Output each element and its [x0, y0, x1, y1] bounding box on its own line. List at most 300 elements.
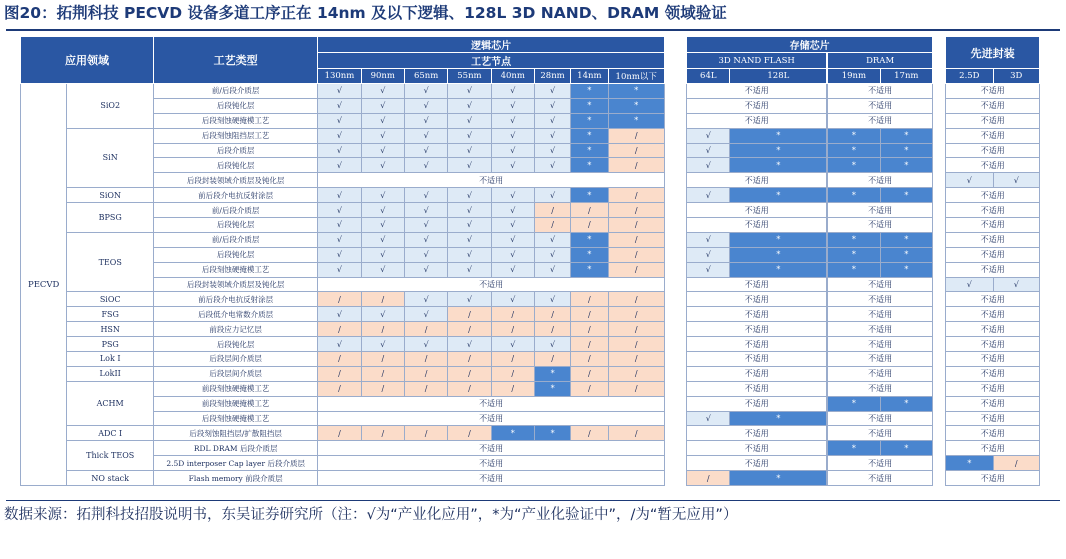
logic-cell: √ — [318, 188, 361, 203]
process-cell: 后段封装领域介质层及钝化层 — [154, 277, 318, 292]
gap-cell — [933, 262, 946, 277]
material-cell: SiN — [67, 128, 154, 188]
gap-cell — [933, 471, 946, 486]
gap-cell — [664, 218, 686, 233]
header-gap-2 — [933, 37, 946, 84]
header-node-4: 40nm — [491, 69, 534, 84]
adv-na-cell: 不适用 — [946, 381, 1040, 396]
process-cell: 后段钝化层 — [154, 158, 318, 173]
logic-cell: √ — [318, 98, 361, 113]
logic-cell: √ — [318, 337, 361, 352]
logic-cell: √ — [361, 158, 404, 173]
gap-cell — [933, 113, 946, 128]
table-row — [21, 188, 1040, 203]
header-nand-col-1: 128L — [730, 69, 827, 84]
adv-cell: √ — [946, 173, 993, 188]
logic-cell: √ — [361, 188, 404, 203]
logic-cell: / — [448, 381, 491, 396]
gap-cell — [664, 411, 686, 426]
logic-cell: * — [571, 128, 608, 143]
logic-cell: / — [608, 247, 664, 262]
logic-cell: √ — [448, 292, 491, 307]
gap-cell — [933, 218, 946, 233]
dram-na-cell: 不适用 — [828, 411, 933, 426]
logic-cell: √ — [404, 203, 447, 218]
nand-cell: * — [730, 143, 827, 158]
gap-cell — [933, 456, 946, 471]
header-node-3: 55nm — [448, 69, 491, 84]
logic-cell: / — [608, 322, 664, 337]
logic-cell: * — [608, 113, 664, 128]
material-cell: SiOC — [67, 292, 154, 307]
nand-na-cell: 不适用 — [687, 84, 827, 99]
logic-cell: √ — [361, 84, 404, 99]
gap-cell — [664, 173, 686, 188]
logic-cell: / — [318, 292, 361, 307]
gap-cell — [664, 277, 686, 292]
table-row — [21, 113, 1040, 128]
header-process: 工艺类型 — [154, 37, 318, 84]
logic-cell: √ — [491, 337, 534, 352]
logic-cell: / — [404, 381, 447, 396]
gap-cell — [933, 188, 946, 203]
logic-cell: √ — [491, 113, 534, 128]
gap-cell — [933, 84, 946, 99]
logic-cell: √ — [318, 128, 361, 143]
nand-na-cell: 不适用 — [687, 322, 827, 337]
adv-na-cell: 不适用 — [946, 158, 1040, 173]
logic-cell: / — [608, 366, 664, 381]
logic-cell: * — [571, 84, 608, 99]
header-nand: 3D NAND FLASH — [687, 53, 827, 69]
gap-cell — [664, 262, 686, 277]
nand-na-cell: 不适用 — [687, 396, 827, 411]
material-cell: ADC I — [67, 426, 154, 441]
adv-cell: / — [993, 456, 1039, 471]
process-cell: 前段刻蚀硬掩模工艺 — [154, 396, 318, 411]
nand-cell: * — [730, 471, 827, 486]
logic-cell: / — [361, 381, 404, 396]
logic-cell: / — [571, 426, 608, 441]
table-row — [21, 143, 1040, 158]
logic-cell: √ — [534, 188, 570, 203]
logic-cell: √ — [361, 98, 404, 113]
logic-cell: √ — [361, 307, 404, 322]
logic-cell: * — [571, 98, 608, 113]
nand-cell: * — [730, 128, 827, 143]
logic-cell: √ — [404, 262, 447, 277]
material-cell: NO stack — [67, 471, 154, 486]
logic-cell: / — [534, 203, 570, 218]
process-cell: 后段钝化层 — [154, 218, 318, 233]
table-row — [21, 292, 1040, 307]
logic-cell: * — [608, 84, 664, 99]
logic-cell: √ — [491, 232, 534, 247]
gap-cell — [933, 128, 946, 143]
logic-cell: √ — [318, 84, 361, 99]
logic-cell: √ — [491, 203, 534, 218]
logic-cell: √ — [404, 98, 447, 113]
adv-na-cell: 不适用 — [946, 262, 1040, 277]
logic-cell: √ — [318, 218, 361, 233]
logic-cell: √ — [361, 113, 404, 128]
logic-cell: √ — [448, 128, 491, 143]
gap-cell — [933, 307, 946, 322]
header-logic: 逻辑芯片 — [318, 37, 665, 53]
logic-cell: √ — [361, 203, 404, 218]
logic-cell: √ — [361, 337, 404, 352]
process-cell: 后段刻蚀硬掩模工艺 — [154, 262, 318, 277]
logic-cell: √ — [361, 218, 404, 233]
adv-na-cell: 不适用 — [946, 396, 1040, 411]
logic-cell: * — [571, 247, 608, 262]
gap-cell — [933, 337, 946, 352]
logic-cell: / — [571, 322, 608, 337]
adv-na-cell: 不适用 — [946, 113, 1040, 128]
logic-cell: √ — [534, 292, 570, 307]
process-cell: 后段钝化层 — [154, 98, 318, 113]
logic-cell: / — [491, 322, 534, 337]
logic-cell: √ — [361, 232, 404, 247]
material-cell: HSN — [67, 322, 154, 337]
logic-cell: / — [491, 307, 534, 322]
dram-cell: * — [880, 247, 932, 262]
logic-cell: √ — [404, 143, 447, 158]
gap-cell — [933, 143, 946, 158]
logic-cell: √ — [491, 218, 534, 233]
table-row — [21, 203, 1040, 218]
logic-cell: / — [491, 366, 534, 381]
process-cell: 前段应力记忆层 — [154, 322, 318, 337]
nand-na-cell: 不适用 — [687, 352, 827, 367]
logic-cell: / — [608, 188, 664, 203]
header-nand-col-0: 64L — [687, 69, 730, 84]
table-row — [21, 322, 1040, 337]
gap-cell — [664, 292, 686, 307]
adv-na-cell: 不适用 — [946, 366, 1040, 381]
table-row — [21, 456, 1040, 471]
logic-cell: / — [608, 337, 664, 352]
gap-cell — [933, 322, 946, 337]
logic-cell: / — [608, 158, 664, 173]
nand-na-cell: 不适用 — [687, 441, 827, 456]
logic-cell: / — [608, 203, 664, 218]
gap-cell — [664, 322, 686, 337]
process-cell: 后段钝化层 — [154, 337, 318, 352]
table-row — [21, 247, 1040, 262]
logic-cell: / — [608, 381, 664, 396]
logic-cell: * — [534, 381, 570, 396]
dram-na-cell: 不适用 — [828, 84, 933, 99]
nand-na-cell: 不适用 — [687, 173, 827, 188]
nand-na-cell: 不适用 — [687, 203, 827, 218]
dram-na-cell: 不适用 — [828, 218, 933, 233]
logic-cell: / — [608, 426, 664, 441]
logic-cell: √ — [448, 98, 491, 113]
logic-cell: √ — [491, 84, 534, 99]
logic-cell: √ — [404, 158, 447, 173]
nand-cell: / — [687, 471, 730, 486]
logic-cell: √ — [404, 337, 447, 352]
logic-cell: / — [448, 322, 491, 337]
adv-na-cell: 不适用 — [946, 292, 1040, 307]
gap-cell — [933, 173, 946, 188]
dram-na-cell: 不适用 — [828, 456, 933, 471]
logic-cell: / — [361, 322, 404, 337]
process-cell: 后段刻蚀阻挡层/扩散阻挡层 — [154, 426, 318, 441]
process-cell: 前段刻蚀硬掩模工艺 — [154, 381, 318, 396]
process-cell: 后段刻蚀阻挡层工艺 — [154, 128, 318, 143]
dram-cell: * — [880, 262, 932, 277]
logic-cell: / — [608, 307, 664, 322]
header-adv-col-1: 3D — [993, 69, 1039, 84]
logic-na-cell: 不适用 — [318, 396, 665, 411]
adv-na-cell: 不适用 — [946, 143, 1040, 158]
logic-cell: * — [534, 426, 570, 441]
logic-cell: √ — [318, 307, 361, 322]
process-cell: 后段介质层 — [154, 143, 318, 158]
title-rule — [6, 29, 1060, 31]
dram-na-cell: 不适用 — [828, 381, 933, 396]
dram-na-cell: 不适用 — [828, 292, 933, 307]
table-row — [21, 381, 1040, 396]
gap-cell — [664, 128, 686, 143]
gap-cell — [664, 188, 686, 203]
dram-na-cell: 不适用 — [828, 113, 933, 128]
dram-na-cell: 不适用 — [828, 203, 933, 218]
adv-na-cell: 不适用 — [946, 247, 1040, 262]
nand-cell: √ — [687, 128, 730, 143]
process-cell: 前/后段介质层 — [154, 84, 318, 99]
header-dram-col-0: 19nm — [828, 69, 880, 84]
app-domain-cell: PECVD — [21, 84, 67, 486]
nand-cell: * — [730, 188, 827, 203]
gap-cell — [664, 84, 686, 99]
nand-na-cell: 不适用 — [687, 307, 827, 322]
logic-cell: √ — [491, 158, 534, 173]
logic-cell: √ — [448, 247, 491, 262]
logic-cell: * — [534, 366, 570, 381]
logic-cell: / — [608, 262, 664, 277]
gap-cell — [933, 277, 946, 292]
table-row — [21, 262, 1040, 277]
logic-cell: √ — [491, 247, 534, 262]
logic-cell: / — [608, 352, 664, 367]
gap-cell — [933, 426, 946, 441]
gap-cell — [933, 381, 946, 396]
logic-cell: √ — [448, 337, 491, 352]
header-node-0: 130nm — [318, 69, 361, 84]
gap-cell — [664, 203, 686, 218]
logic-cell: √ — [318, 158, 361, 173]
header-gap-1 — [664, 37, 686, 84]
material-cell: SiO2 — [67, 84, 154, 129]
adv-na-cell: 不适用 — [946, 426, 1040, 441]
logic-cell: / — [534, 322, 570, 337]
logic-cell: √ — [448, 262, 491, 277]
nand-cell: √ — [687, 232, 730, 247]
logic-cell: √ — [491, 188, 534, 203]
table-row — [21, 366, 1040, 381]
logic-cell: / — [608, 128, 664, 143]
logic-cell: / — [448, 366, 491, 381]
logic-cell: √ — [318, 232, 361, 247]
logic-cell: / — [608, 143, 664, 158]
nand-na-cell: 不适用 — [687, 277, 827, 292]
logic-cell: / — [448, 352, 491, 367]
dram-cell: * — [880, 232, 932, 247]
table-row — [21, 128, 1040, 143]
gap-cell — [933, 98, 946, 113]
dram-na-cell: 不适用 — [828, 307, 933, 322]
adv-na-cell: 不适用 — [946, 471, 1040, 486]
logic-cell: * — [571, 158, 608, 173]
logic-na-cell: 不适用 — [318, 471, 665, 486]
logic-cell: / — [318, 322, 361, 337]
gap-cell — [664, 232, 686, 247]
table-row — [21, 218, 1040, 233]
nand-na-cell: 不适用 — [687, 337, 827, 352]
adv-cell: * — [946, 456, 993, 471]
dram-na-cell: 不适用 — [828, 173, 933, 188]
nand-cell: √ — [687, 188, 730, 203]
adv-cell: √ — [946, 277, 993, 292]
logic-cell: / — [361, 352, 404, 367]
adv-cell: √ — [993, 277, 1039, 292]
logic-cell: √ — [404, 128, 447, 143]
header-node-2: 65nm — [404, 69, 447, 84]
gap-cell — [664, 396, 686, 411]
gap-cell — [664, 366, 686, 381]
logic-cell: √ — [404, 307, 447, 322]
logic-cell: * — [571, 188, 608, 203]
logic-cell: * — [571, 232, 608, 247]
material-cell: SiON — [67, 188, 154, 203]
nand-cell: * — [730, 247, 827, 262]
nand-na-cell: 不适用 — [687, 113, 827, 128]
gap-cell — [933, 247, 946, 262]
nand-na-cell: 不适用 — [687, 381, 827, 396]
process-cell: 2.5D interposer Cap layer 后段介质层 — [154, 456, 318, 471]
logic-cell: √ — [491, 143, 534, 158]
logic-cell: √ — [404, 218, 447, 233]
gap-cell — [664, 247, 686, 262]
logic-na-cell: 不适用 — [318, 277, 665, 292]
header-dram-col-1: 17nm — [880, 69, 932, 84]
dram-na-cell: 不适用 — [828, 322, 933, 337]
logic-cell: √ — [534, 158, 570, 173]
logic-cell: √ — [404, 84, 447, 99]
logic-na-cell: 不适用 — [318, 173, 665, 188]
gap-cell — [933, 292, 946, 307]
process-cell: 后段层间介质层 — [154, 366, 318, 381]
adv-na-cell: 不适用 — [946, 352, 1040, 367]
gap-cell — [664, 307, 686, 322]
logic-cell: √ — [404, 292, 447, 307]
gap-cell — [664, 352, 686, 367]
logic-cell: √ — [534, 143, 570, 158]
logic-cell: / — [571, 203, 608, 218]
adv-na-cell: 不适用 — [946, 203, 1040, 218]
pecvd-table — [20, 36, 1040, 486]
process-cell: 前后段介电抗反射涂层 — [154, 292, 318, 307]
table-row — [21, 307, 1040, 322]
logic-cell: / — [404, 322, 447, 337]
table-row — [21, 471, 1040, 486]
adv-na-cell: 不适用 — [946, 218, 1040, 233]
nand-cell: * — [730, 262, 827, 277]
logic-cell: √ — [361, 262, 404, 277]
table-row — [21, 173, 1040, 188]
gap-cell — [933, 203, 946, 218]
dram-na-cell: 不适用 — [828, 471, 933, 486]
gap-cell — [933, 352, 946, 367]
dram-na-cell: 不适用 — [828, 337, 933, 352]
nand-cell: * — [730, 158, 827, 173]
gap-cell — [664, 471, 686, 486]
logic-cell: / — [448, 426, 491, 441]
gap-cell — [664, 158, 686, 173]
adv-na-cell: 不适用 — [946, 98, 1040, 113]
process-cell: 前后段介电抗反射涂层 — [154, 188, 318, 203]
gap-cell — [664, 441, 686, 456]
nand-na-cell: 不适用 — [687, 456, 827, 471]
material-cell: ACHM — [67, 381, 154, 426]
logic-cell: √ — [534, 262, 570, 277]
logic-cell: √ — [534, 98, 570, 113]
table-row — [21, 158, 1040, 173]
logic-cell: * — [491, 426, 534, 441]
logic-cell: * — [571, 113, 608, 128]
gap-cell — [664, 113, 686, 128]
gap-cell — [933, 366, 946, 381]
nand-na-cell: 不适用 — [687, 98, 827, 113]
logic-cell: √ — [318, 113, 361, 128]
logic-cell: / — [571, 352, 608, 367]
table-row — [21, 277, 1040, 292]
logic-cell: / — [534, 352, 570, 367]
logic-cell: / — [571, 366, 608, 381]
logic-cell: * — [571, 143, 608, 158]
logic-cell: / — [608, 218, 664, 233]
logic-cell: / — [534, 307, 570, 322]
logic-na-cell: 不适用 — [318, 411, 665, 426]
adv-na-cell: 不适用 — [946, 411, 1040, 426]
logic-cell: / — [404, 352, 447, 367]
dram-na-cell: 不适用 — [828, 352, 933, 367]
dram-na-cell: 不适用 — [828, 98, 933, 113]
dram-na-cell: 不适用 — [828, 426, 933, 441]
logic-cell: / — [571, 307, 608, 322]
dram-cell: * — [828, 232, 880, 247]
adv-na-cell: 不适用 — [946, 322, 1040, 337]
process-cell: 后段钝化层 — [154, 247, 318, 262]
nand-na-cell: 不适用 — [687, 366, 827, 381]
logic-cell: √ — [404, 232, 447, 247]
logic-cell: √ — [448, 113, 491, 128]
dram-na-cell: 不适用 — [828, 366, 933, 381]
logic-cell: * — [608, 98, 664, 113]
logic-cell: √ — [404, 188, 447, 203]
nand-cell: √ — [687, 411, 730, 426]
adv-na-cell: 不适用 — [946, 232, 1040, 247]
nand-cell: * — [730, 411, 827, 426]
logic-cell: √ — [361, 128, 404, 143]
header-adv-col-0: 2.5D — [946, 69, 993, 84]
logic-cell: * — [571, 262, 608, 277]
header-node-1: 90nm — [361, 69, 404, 84]
logic-cell: / — [404, 426, 447, 441]
